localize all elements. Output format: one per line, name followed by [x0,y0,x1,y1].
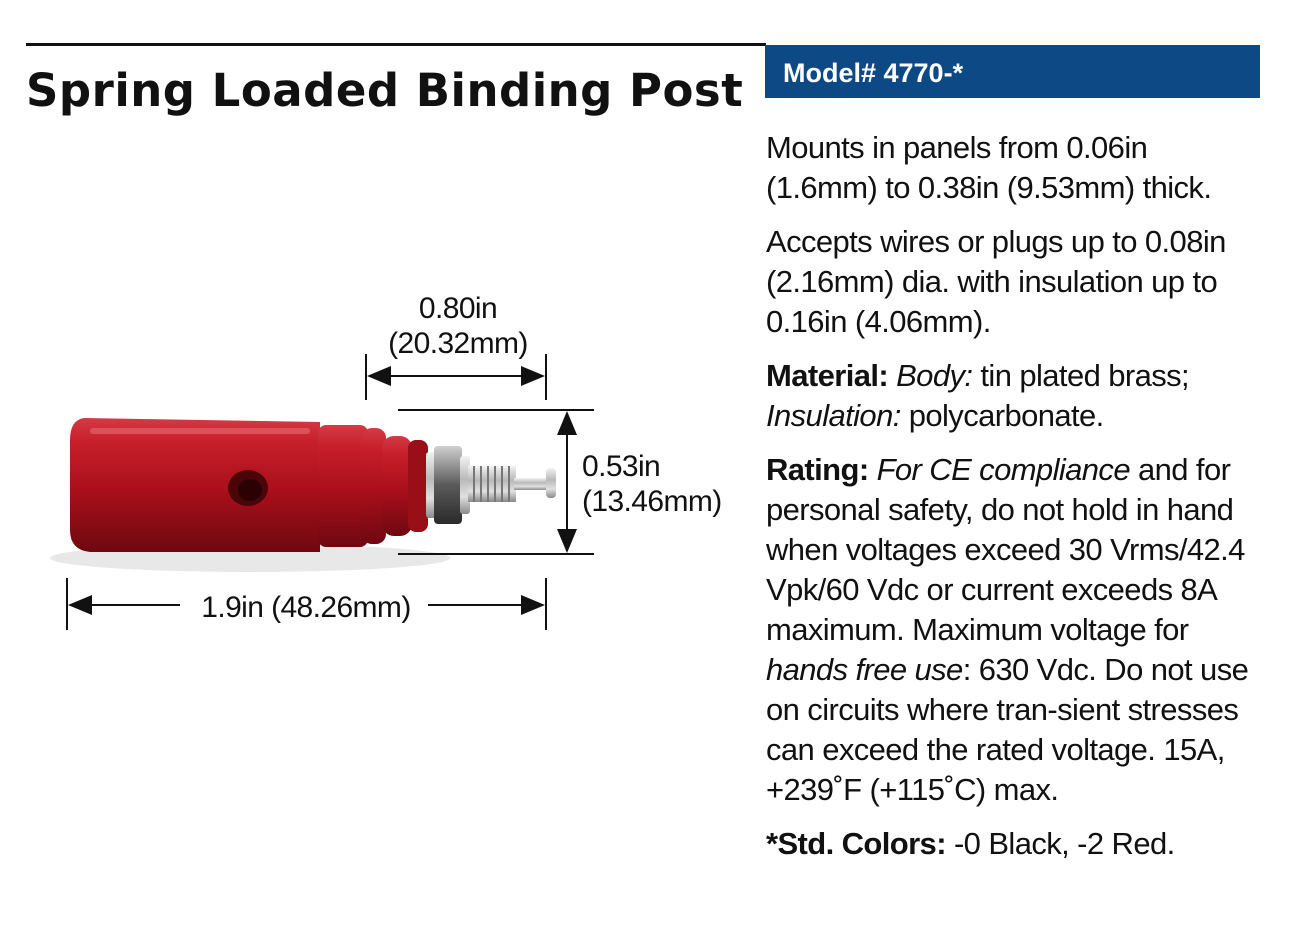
model-header: Model# 4770-* [765,45,1260,98]
height-in-label: 0.53in [582,450,661,483]
height-mm-label: (13.46mm) [582,485,722,518]
insulation-value: polycarbonate. [900,398,1104,433]
spec-colors [766,824,1266,864]
width-dimension [366,292,546,400]
spec-list [766,128,1266,878]
width-in-label: 0.80in [418,292,498,325]
binding-post-icon [50,418,556,572]
colors-label: *Std. Colors: [766,826,946,861]
length-dimension [67,578,546,630]
width-mm-label: (20.32mm) [388,327,528,360]
length-label: 1.9in (48.26mm) [201,591,411,624]
spec-material [766,356,1266,436]
colors-value: -0 Black, -2 Red. [945,826,1175,861]
ce-compliance: For CE compliance [876,452,1130,487]
rating-text-2: : 630 Vdc. Do not use on circuits where tran-sient stresses can exceed the rated voltage. 15A, +239˚F (+115˚C) max. [766,652,1249,807]
spec-mounts: Mounts in panels from 0.06in (1.6mm) to 0.38in (9.53mm) thick. [766,130,1212,205]
spec-accepts: Accepts wires or plugs up to 0.08in (2.16mm) dia. with insulation up to 0.16in (4.06mm). [766,224,1226,339]
body-value: tin plated brass; [972,358,1190,393]
insulation-label: Insulation: [766,398,901,433]
rating-text-1: and for personal safety, do not hold in hand when voltages exceed 30 Vrms/42.4 Vpk/60 Vdc or current exceeds 8A maximum. Maximum voltage for [766,452,1245,647]
body-label: Body: [896,358,973,393]
material-label: Material: [766,358,889,393]
page-title: Spring Loaded Binding Post [26,64,744,117]
spec-rating [766,450,1266,810]
rating-label: Rating: [766,452,869,487]
hands-free-use: hands free use [766,652,963,687]
